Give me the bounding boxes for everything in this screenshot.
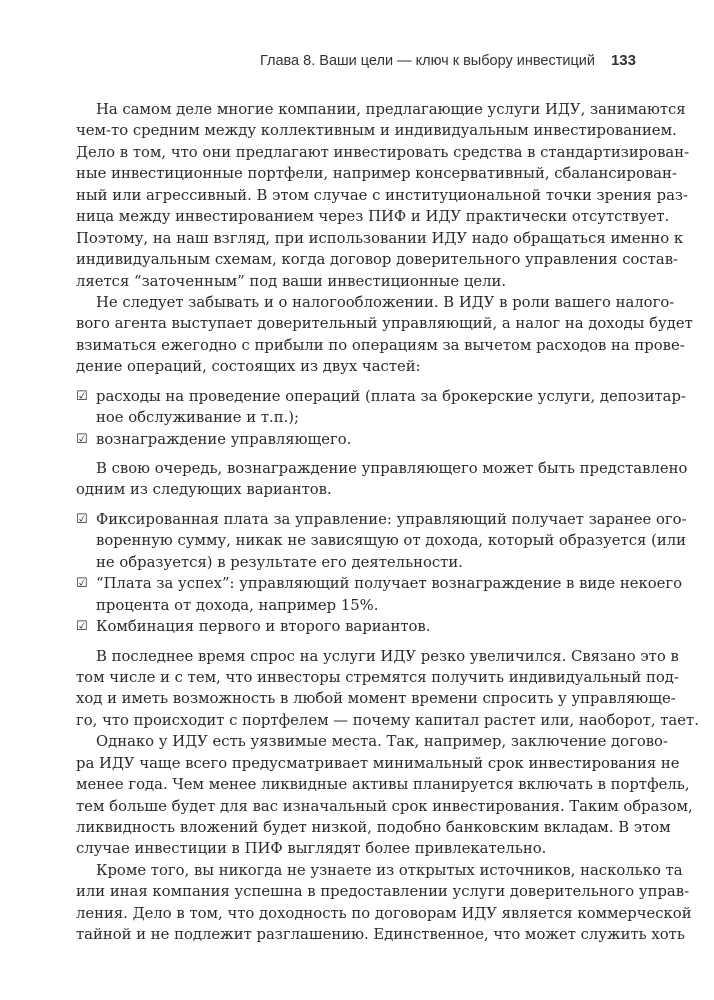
checked-box-icon: ☑ [76, 511, 88, 527]
paragraph-4 [76, 646, 699, 732]
text-line: Не следует забывать и о налогообложении. В ИДУ в роли вашего налого- [96, 293, 675, 311]
text-line: ления. Дело в том, что доходность по договорам ИДУ является коммерческой [76, 904, 692, 922]
list-item-text: ное обслуживание и т.п.); [96, 409, 300, 427]
text-line: одним из следующих вариантов. [76, 481, 332, 499]
list-item-text: “Плата за успех”: управляющий получает вознаграждение в виде некоего [96, 575, 683, 593]
text-line: Поэтому, на наш взгляд, при использовании ИДУ надо обращаться именно к [76, 229, 684, 247]
text-line: ход и иметь возможность в любой момент времени спросить у управляюще- [76, 690, 676, 708]
text-line: чем-то средним между коллективным и индивидуальным инвестированием. [76, 122, 677, 140]
checked-box-icon: ☑ [76, 388, 88, 404]
text-line: или иная компания успешна в предоставлении услуги доверительного управ- [76, 883, 690, 901]
list-item-continuation [76, 407, 640, 428]
text-line: тем больше будет для вас изначальный срок инвестирования. Таким образом, [76, 797, 693, 815]
list-item [76, 616, 640, 637]
chapter-title: Глава 8. Ваши цели — ключ к выбору инвестиций [259, 53, 595, 69]
checked-box-icon: ☑ [76, 576, 88, 592]
paragraph-1 [76, 99, 690, 292]
paragraph-5 [76, 731, 693, 860]
bullet-list-1 [76, 386, 686, 450]
text-line: ра ИДУ чаще всего предусматривает минимальный срок инвестирования не [76, 754, 680, 772]
text-line: ный или агрессивный. В этом случае с институциональной точки зрения раз- [76, 186, 688, 204]
paragraph-2 [76, 292, 693, 378]
text-line: На самом деле многие компании, предлагающие услуги ИДУ, занимаются [96, 101, 686, 118]
list-item-text: процента от дохода, например 15%. [96, 596, 379, 614]
text-line: ные инвестиционные портфели, например консервативный, сбалансирован- [76, 165, 677, 183]
text-line: В последнее время спрос на услуги ИДУ резко увеличился. Связано это в [96, 647, 679, 665]
text-block [76, 99, 699, 946]
text-line: индивидуальным схемам, когда договор доверительного управления состав- [76, 251, 679, 269]
text-line: случае инвестиции в ПИФ выглядят более привлекательно. [76, 840, 547, 858]
text-line: Кроме того, вы никогда не узнаете из открытых источников, насколько та [96, 861, 683, 879]
text-line: Дело в том, что они предлагают инвестировать средства в стандартизирован- [76, 143, 690, 161]
text-line: тайной и не подлежит разглашению. Единственное, что может служить хоть [76, 926, 685, 944]
list-item-text: вознаграждение управляющего. [96, 430, 352, 448]
paragraph-3 [76, 458, 688, 501]
list-item-text: не образуется) в результате его деятельности. [96, 553, 463, 571]
list-item-text: Фиксированная плата за управление: управляющий получает заранее ого- [96, 510, 687, 528]
list-item-text: расходы на проведение операций (плата за брокерские услуги, депозитар- [96, 387, 686, 405]
list-item-text: воренную сумму, никак не зависящую от дохода, который образуется (или [96, 532, 686, 550]
text-line: ликвидность вложений будет низкой, подобно банковским вкладам. В этом [76, 819, 671, 836]
paragraph-6 [76, 860, 692, 946]
list-item-continuation [76, 530, 686, 551]
text-line: взиматься ежегодно с прибыли по операциям за вычетом расходов на прове- [76, 336, 685, 354]
list-item [76, 509, 687, 530]
page-number: 133 [610, 52, 636, 69]
text-line: менее года. Чем менее ликвидные активы планируется включать в портфель, [76, 776, 690, 794]
checked-box-icon: ☑ [76, 619, 88, 635]
bullet-list-2 [76, 509, 687, 638]
text-line: том числе и с тем, что инвесторы стремятся получить индивидуальный под- [76, 668, 679, 686]
text-line: ница между инвестированием через ПИФ и ИДУ практически отсутствует. [76, 208, 670, 226]
text-line: Однако у ИДУ есть уязвимые места. Так, например, заключение догово- [96, 733, 668, 751]
text-line: вого агента выступает доверительный управляющий, а налог на доходы будет [76, 315, 693, 333]
list-item [76, 573, 683, 594]
checked-box-icon: ☑ [76, 431, 88, 447]
text-line: го, что происходит с портфелем — почему капитал растет или, наоборот, тает. [76, 711, 699, 729]
text-line: В свою очередь, вознаграждение управляющего может быть представлено [96, 460, 688, 477]
running-head [70, 52, 636, 69]
list-item [76, 429, 640, 450]
list-item [76, 386, 686, 407]
text-line: ляется “заточенным” под ваши инвестиционные цели. [76, 272, 507, 290]
text-line: дение операций, состоящих из двух частей: [76, 358, 421, 376]
list-item-text: Комбинация первого и второго вариантов. [96, 618, 431, 636]
list-item-continuation [76, 552, 640, 573]
list-item-continuation [76, 595, 640, 616]
